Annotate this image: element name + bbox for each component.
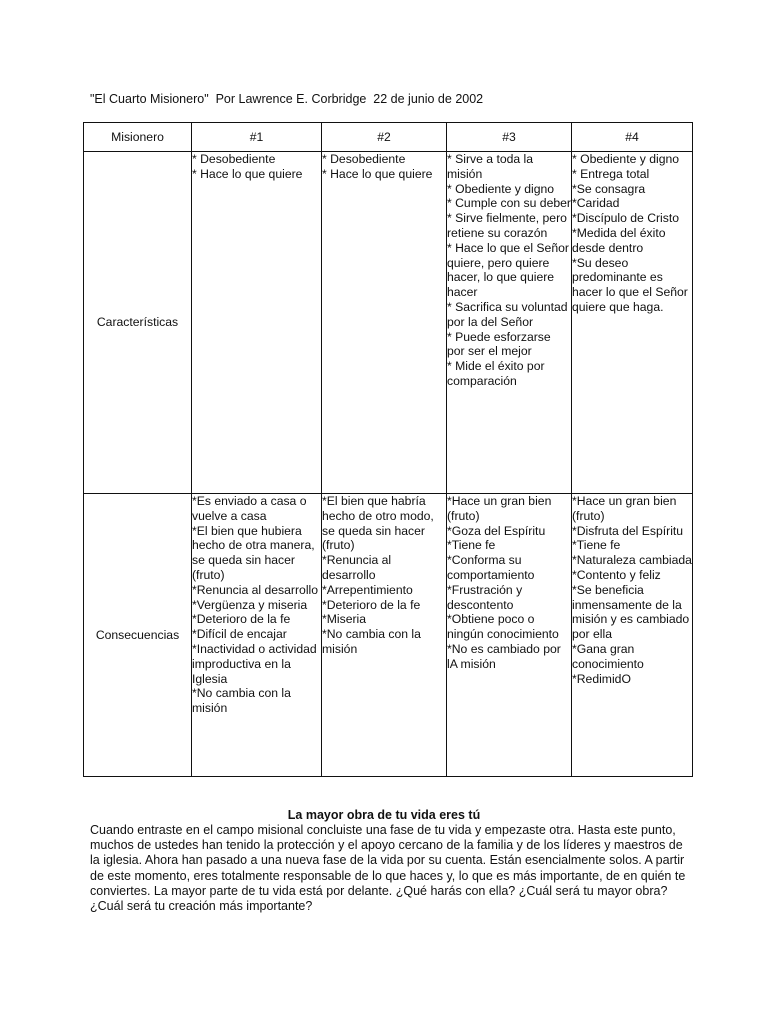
cell-line: *Hace un gran bien (fruto)	[447, 494, 552, 523]
cell-line: *Medida del éxito desde dentro	[572, 225, 666, 255]
cell-line: *Se beneficia inmensamente de la misión y es cambiado por ella	[572, 582, 690, 642]
cell-caracteristicas-3	[447, 152, 572, 494]
cell-line: *Deterioro de la fe	[322, 597, 421, 612]
cell-line: * Mide el éxito por comparación	[447, 359, 545, 388]
missionary-comparison-table	[83, 122, 693, 777]
cell-line: * Hace lo que quiere	[322, 166, 433, 181]
cell-line: * Desobediente	[192, 152, 276, 166]
cell-line: *Frustración y descontento	[447, 582, 523, 612]
cell-line: *Inactividad o actividad improductiva en la Iglesia	[192, 641, 317, 686]
cell-line: *El bien que hubiera hecho de otra manera, se queda sin hacer (fruto)	[192, 523, 315, 582]
cell-line: *Obtiene poco o ningún conocimiento	[447, 612, 559, 642]
cell-line: *El bien que habría hecho de otro modo, se queda sin hacer (fruto)	[322, 494, 434, 553]
cell-line: *Contento y feliz	[572, 567, 661, 582]
cell-line: * Obediente y digno	[572, 152, 680, 166]
cell-line: *Vergüenza y miseria	[192, 597, 308, 612]
cell-line: *Es enviado a casa o vuelve a casa	[192, 494, 307, 523]
cell-line: *Deterioro de la fe	[192, 612, 291, 627]
cell-line: *Conforma su comportamiento	[447, 553, 535, 582]
cell-line: *Renuncia al desarrollo	[192, 582, 319, 597]
cell-line: *Su deseo predominante es hacer lo que el Señor quiere que haga.	[572, 255, 688, 314]
section-title: La mayor obra de tu vida eres tú	[287, 808, 481, 822]
cell-line: *Caridad	[572, 196, 620, 211]
cell-line: *Miseria	[322, 612, 367, 627]
row-label-caracteristicas: Características	[84, 152, 192, 494]
cell-line: * Sirve fielmente, pero retiene su corazón	[447, 211, 567, 240]
document-header: "El Cuarto Misionero" Por Lawrence E. Corbridge 22 de junio de 2002	[90, 92, 484, 106]
cell-line: *Discípulo de Cristo	[572, 211, 680, 226]
cell-line: *RedimidO	[572, 671, 631, 686]
cell-line: * Sirve a toda la misión	[447, 152, 534, 181]
cell-consecuencias-4	[572, 494, 693, 777]
body-paragraph: Cuando entraste en el campo misional concluiste una fase de tu vida y empezaste otra. Hasta este punto, muchos de ustedes han tenido la protección y el apoyo cercano de la familia y de los líderes y maestros de la iglesia. Ahora han pasado a una nueva fase de la vida por su cuenta. Están esencialmente solos. A partir de este momento, eres totalmente responsable de lo que haces y, lo que es más importante, de en quién te conviertes. La mayor parte de tu vida está por delante. ¿Qué harás con ella? ¿Cuál será tu mayor obra? ¿Cuál será tu creación más importante?	[90, 823, 686, 914]
column-header-misionero: Misionero	[84, 123, 192, 152]
cell-line: *Tiene fe	[572, 538, 621, 553]
cell-line: *No cambia con la misión	[322, 627, 421, 656]
cell-line: *Gana gran conocimiento	[572, 641, 644, 671]
cell-line: * Desobediente	[322, 152, 406, 166]
cell-consecuencias-1	[192, 494, 322, 777]
cell-line: * Hace lo que el Señor quiere, pero quiere hacer, lo que quiere hacer	[447, 240, 569, 300]
column-header-3: #3	[447, 123, 572, 152]
cell-line: *Se consagra	[572, 181, 646, 196]
cell-consecuencias-2	[322, 494, 447, 777]
cell-consecuencias-3	[447, 494, 572, 777]
cell-line: *Naturaleza cambiada	[572, 553, 692, 568]
table-row-caracteristicas	[84, 152, 693, 494]
table-row-consecuencias	[84, 494, 693, 777]
cell-line: * Entrega total	[572, 166, 650, 181]
column-header-4: #4	[572, 123, 693, 152]
column-header-1: #1	[192, 123, 322, 152]
cell-line: *No cambia con la misión	[192, 686, 291, 716]
cell-line: *Disfruta del Espíritu	[572, 523, 684, 538]
cell-line: *Difícil de encajar	[192, 627, 287, 642]
cell-line: * Sacrifica su voluntad por la del Señor	[447, 299, 568, 329]
row-label-consecuencias: Consecuencias	[84, 494, 192, 777]
cell-line: *Tiene fe	[447, 538, 496, 553]
column-header-2: #2	[322, 123, 447, 152]
cell-line: *Renuncia al desarrollo	[322, 553, 392, 582]
cell-caracteristicas-1	[192, 152, 322, 494]
cell-line: * Hace lo que quiere	[192, 166, 303, 181]
cell-line: * Cumple con su deber	[447, 196, 571, 211]
cell-line: *Goza del Espíritu	[447, 523, 546, 538]
cell-line: *No es cambiado por lA misión	[447, 641, 561, 671]
cell-line: *Hace un gran bien (fruto)	[572, 494, 677, 523]
cell-caracteristicas-2	[322, 152, 447, 494]
table-header-row	[84, 123, 693, 152]
cell-caracteristicas-4	[572, 152, 693, 494]
cell-line: * Puede esforzarse por ser el mejor	[447, 329, 551, 359]
cell-line: *Arrepentimiento	[322, 582, 413, 597]
cell-line: * Obediente y digno	[447, 181, 555, 196]
